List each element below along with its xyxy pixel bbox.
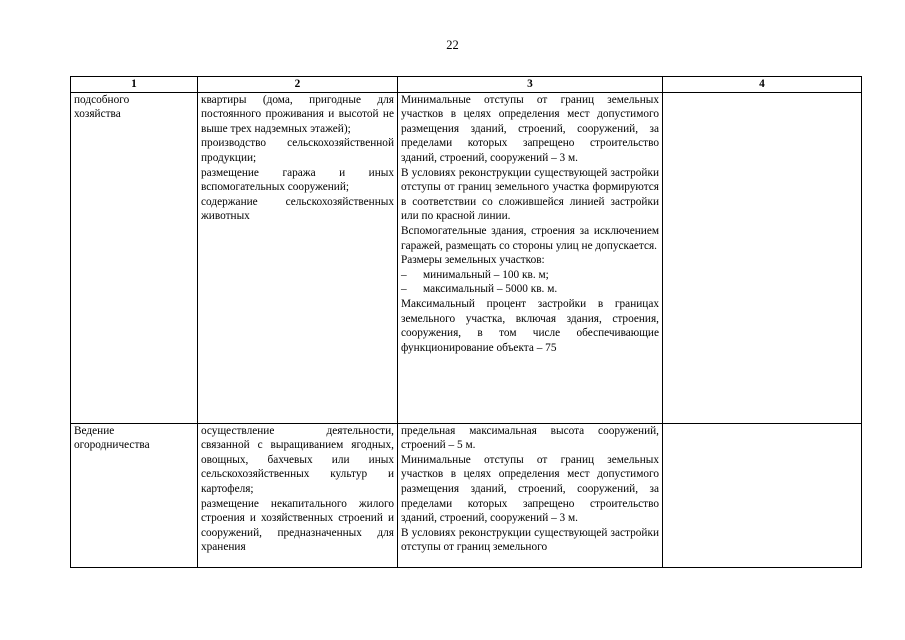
list-item — [401, 268, 659, 283]
cell-text: Вспомогательные здания, строения за исключением гаражей, размещать со стороны улиц не допускается. — [401, 224, 659, 252]
cell-text: Минимальные отступы от границ земельных участков в целях определения мест допустимого размещения зданий, строений, сооружений, за пределами которых запрещено строительство зданий, строений, сооружений – 3 м. — [401, 453, 659, 525]
cell-permitted-uses — [198, 92, 398, 423]
cell-land-use-type — [71, 92, 198, 423]
cell-parameters — [398, 92, 663, 423]
table-row — [71, 92, 862, 423]
list-item — [401, 282, 659, 297]
cell-text: хозяйства — [74, 108, 121, 121]
cell-text: Размеры земельных участков: — [401, 254, 545, 267]
cell-text: размещение некапитального жилого строения и хозяйственных строений и сооружений, предназначенных для хранения — [201, 497, 394, 554]
list-item-text: максимальный – 5000 кв. м. — [423, 283, 558, 296]
cell-land-use-type — [71, 423, 198, 567]
list-item-text: минимальный – 100 кв. м; — [423, 268, 549, 281]
table-row — [71, 423, 862, 567]
column-header: 4 — [663, 77, 862, 93]
cell-text: В условиях реконструкции существующей застройки отступы от границ земельного участка формируются в соответствии со сложившейся линией застройки или по красной линии. — [401, 166, 659, 223]
column-header: 2 — [198, 77, 398, 93]
cell-notes — [663, 423, 862, 567]
table-header-row — [71, 77, 862, 93]
cell-permitted-uses — [198, 423, 398, 567]
cell-text: Ведение — [74, 424, 115, 437]
cell-text: содержание сельскохозяйственных животных — [201, 195, 394, 223]
cell-text: Минимальные отступы от границ земельных участков в целях определения мест допустимого размещения зданий, строений, сооружений, за пределами которых запрещено строительство зданий, строений, сооружений – 3 м. — [401, 93, 659, 164]
cell-text: квартиры (дома, пригодные для постоянного проживания и высотой не выше трех надземных этажей); — [201, 93, 394, 135]
cell-text: предельная максимальная высота сооружений, строений – 5 м. — [401, 424, 659, 452]
cell-text: подсобного — [74, 93, 130, 106]
cell-text: огородничества — [74, 439, 150, 452]
regulations-table — [70, 76, 862, 568]
cell-text: осуществление деятельности, связанной с выращиванием ягодных, овощных, бахчевых или иных сельскохозяйственных культур и картофеля; — [201, 424, 394, 495]
cell-parameters — [398, 423, 663, 567]
column-header: 3 — [398, 77, 663, 93]
column-header: 1 — [71, 77, 198, 93]
cell-text: В условиях реконструкции существующей застройки отступы от границ земельного — [401, 526, 659, 554]
dash-marker: – — [401, 268, 407, 281]
cell-text: производство сельскохозяйственной продукции; — [201, 137, 394, 164]
dash-marker: – — [401, 283, 407, 296]
cell-notes — [663, 92, 862, 423]
cell-text: Максимальный процент застройки в границах земельного участка, включая здания, строения, сооружения, в том числе обеспечивающие функционирование объекта – 75 — [401, 297, 659, 354]
cell-text: размещение гаража и иных вспомогательных сооружений; — [201, 166, 394, 194]
page-number: 22 — [446, 38, 459, 52]
